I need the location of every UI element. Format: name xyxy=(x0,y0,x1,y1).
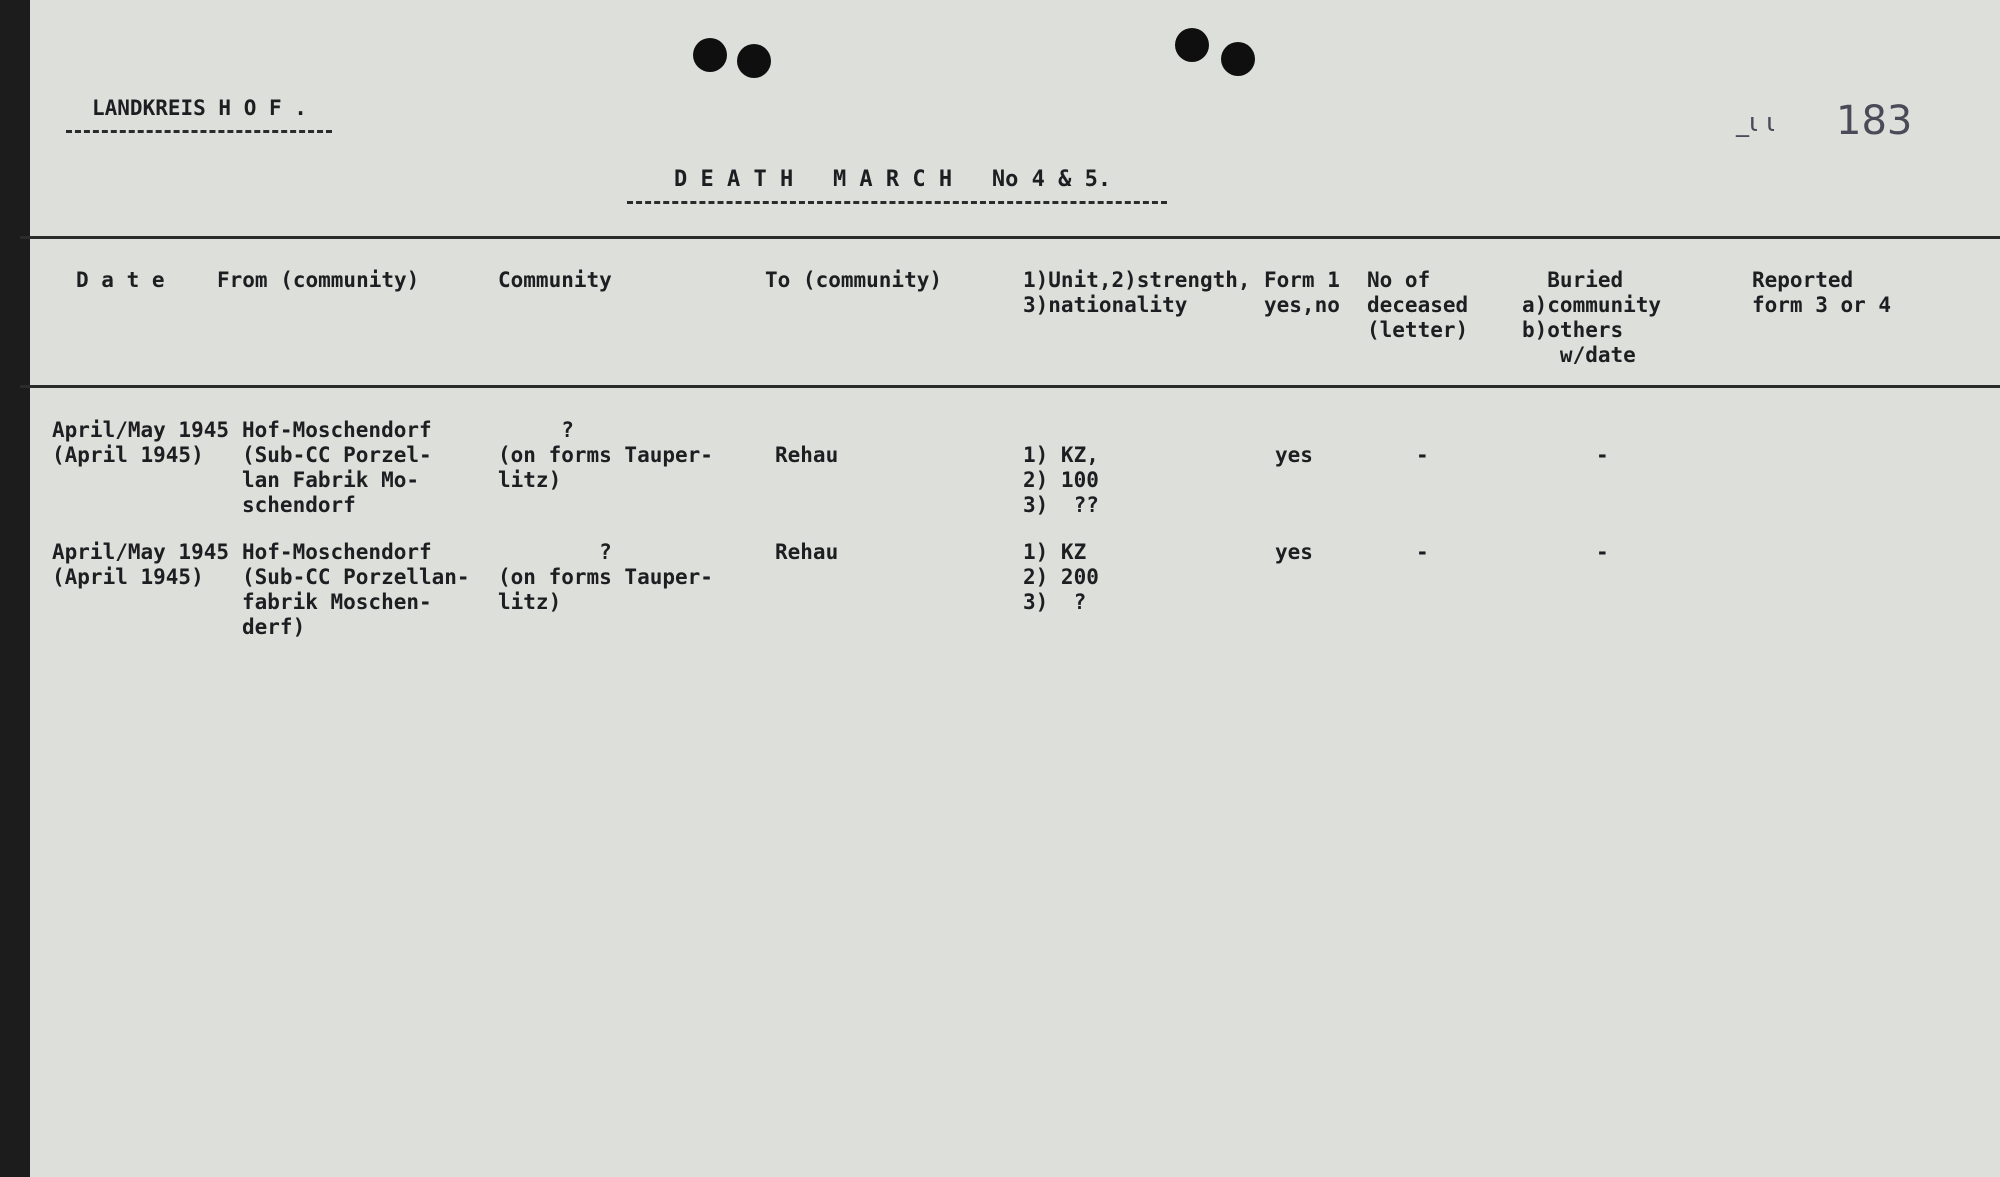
column-header-deceased: No of deceased (letter) xyxy=(1367,268,1469,342)
row1-unit: 1) KZ, 2) 100 3) ?? xyxy=(1023,443,1099,517)
row1-deceased: - xyxy=(1416,443,1429,467)
column-header-to: To (community) xyxy=(765,268,943,292)
column-header-form1: Form 1 yes,no xyxy=(1264,268,1340,317)
punch-hole xyxy=(1175,28,1209,62)
page-number: 183 xyxy=(1836,98,1913,144)
row1-to: Rehau xyxy=(775,443,839,467)
row1-buried: - xyxy=(1596,443,1609,467)
row1-date: April/May 1945 (April 1945) xyxy=(52,418,230,467)
row2-form1: yes xyxy=(1275,540,1313,564)
column-header-community: Community xyxy=(498,268,612,292)
district-underline xyxy=(66,130,332,133)
header-bottom-rule xyxy=(20,385,2000,388)
row2-to: Rehau xyxy=(775,540,839,564)
column-header-buried: Buried a)community b)others w/date xyxy=(1522,268,1662,367)
row1-community: ? (on forms Tauper- litz) xyxy=(498,418,713,492)
district-heading: LANDKREIS H O F . xyxy=(92,96,307,120)
column-header-date: D a t e xyxy=(76,268,165,292)
row2-buried: - xyxy=(1596,540,1609,564)
row2-date: April/May 1945 (April 1945) xyxy=(52,540,230,589)
title-underline xyxy=(627,201,1167,204)
column-header-from: From (community) xyxy=(217,268,420,292)
header-top-rule xyxy=(20,236,2000,239)
punch-hole xyxy=(693,38,727,72)
page-mark: _ι ι xyxy=(1736,108,1775,138)
row2-community: ? (on forms Tauper- litz) xyxy=(498,540,713,614)
record-card xyxy=(30,0,2000,1177)
punch-hole xyxy=(737,44,771,78)
punch-hole xyxy=(1221,42,1255,76)
row1-form1: yes xyxy=(1275,443,1313,467)
column-header-unit: 1)Unit,2)strength, 3)nationality xyxy=(1023,268,1251,317)
row1-from: Hof-Moschendorf (Sub-CC Porzel- lan Fabrik Mo- schendorf xyxy=(242,418,432,517)
row2-unit: 1) KZ 2) 200 3) ? xyxy=(1023,540,1099,614)
column-header-reported: Reported form 3 or 4 xyxy=(1752,268,1892,317)
document-title: D E A T H M A R C H No 4 & 5. xyxy=(674,167,1112,192)
row2-from: Hof-Moschendorf (Sub-CC Porzellan- fabrik Moschen- derf) xyxy=(242,540,470,639)
row2-deceased: - xyxy=(1416,540,1429,564)
